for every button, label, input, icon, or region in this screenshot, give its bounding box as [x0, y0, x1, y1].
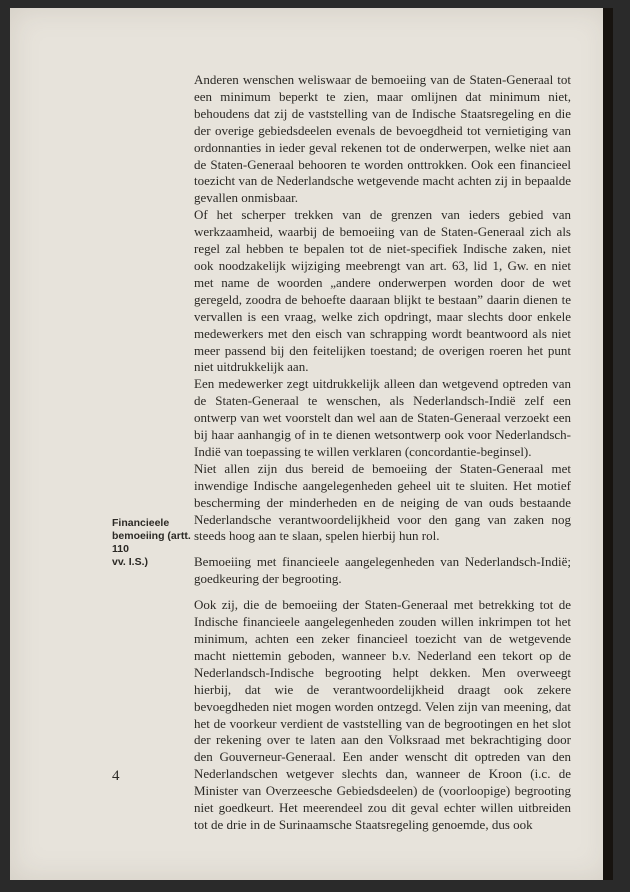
page-edge-shadow — [603, 8, 613, 880]
paragraph-5-section-heading: Bemoeiing met financieele aangelegenheden van Nederlandsch-Indië; goedkeuring der begrooting. — [194, 554, 571, 587]
paragraph-1: Anderen wenschen weliswaar de bemoeiing van de Staten-Generaal tot een minimum beperkt te zien, maar omlijnen dat minimum niet, behoudens dat zij de vaststelling van de Indische Staatsregeling en die der overige gebiedsdeelen evenals de bevoegdheid tot vernietiging van ordonnanties in ieder geval rekenen tot de onderwerpen, welke niet aan de Staten-Generaal behooren te worden onttrokken. Ook een financieel toezicht van de Nederlandsche wetgevende macht achten zij in bepaalde gevallen onmisbaar. — [194, 72, 571, 206]
paragraph-4: Niet allen zijn dus bereid de bemoeiing der Staten-Generaal met inwendige Indische aangelegenheden geheel uit te sluiten. Het motief bescherming der minderheden en de neiging de van ouds bestaande Nederlandsche verantwoordelijkheid voor den gang van zaken nog steeds hoog aan te slaan, spelen hierbij hun rol. — [194, 460, 571, 544]
paragraph-3: Een medewerker zegt uitdrukkelijk alleen dan wetgevend optreden van de Staten-Generaal te wenschen, als Nederlandsch-Indië zelf een ontwerp van wet voorstelt dan wel aan de Staten-Generaal verzoekt een bij haar aanhangig of in te dienen wetsontwerp ook voor Nederlandsch-Indië van toepassing te willen verklaren (concordantie-beginsel). — [194, 376, 571, 459]
section-gap — [194, 588, 571, 597]
body-text — [194, 72, 571, 834]
paragraph-2: Of het scherper trekken van de grenzen van ieders gebied van werkzaamheid, waarbij de bemoeiing van de Staten-Generaal zich als regel zal hebben te bepalen tot de niet-specifiek Indische zaken, niet ook noodzakelijk wijziging meebrengt van art. 63, lid 1, Gw. en niet met name de woorden „andere onderwerpen worden door de wet geregeld, zoodra de behoefte daaraan blijkt te bestaan” daarin dienen te vervallen is een vraag, welke zich opdringt, maar slechts door enkele medewerkers met den eisch van schrapping wordt beantwoord als niet meer passend bij den feitelijken toestand; de overigen roeren het punt niet uitdrukkelijk aan. — [194, 207, 571, 375]
page-number: 4 — [112, 768, 120, 784]
paragraph-6: Ook zij, die de bemoeiing der Staten-Generaal met betrekking tot de Indische financieele aangelegenheden zouden willen inkrimpen tot het minimum, achten een zeker financieel toezicht van de wetgevende macht niettemin geboden, wanneer b.v. Nederland een tekort op de Nederlandsch-Indische begrooting helpt dekken. Men overweegt hierbij, dat wie de verantwoordelijkheid draagt ook zekere bevoegdheden niet mogen worden ontzegd. Velen zijn van meening, dat het de voorkeur verdient de vaststelling van de begrootingen en het slot der rekening over te laten aan den Volksraad met bekrachtiging door den Gouverneur-Generaal. Een ander wenscht dit optreden van den Nederlandschen wetgever slechts dan, wanneer de Kroon (i.c. de Minister van Overzeesche Gebiedsdeelen) de (voorloopige) begrooting niet goedkeurt. Het meerendeel zou dit geval echter willen uitbreiden tot de drie in de Surinaamsche Staatsregeling genoemde, dus ook — [194, 597, 571, 832]
section-gap — [194, 545, 571, 554]
margin-note: Financieele bemoeiing (artt. 110 vv. I.S.) — [112, 517, 191, 568]
